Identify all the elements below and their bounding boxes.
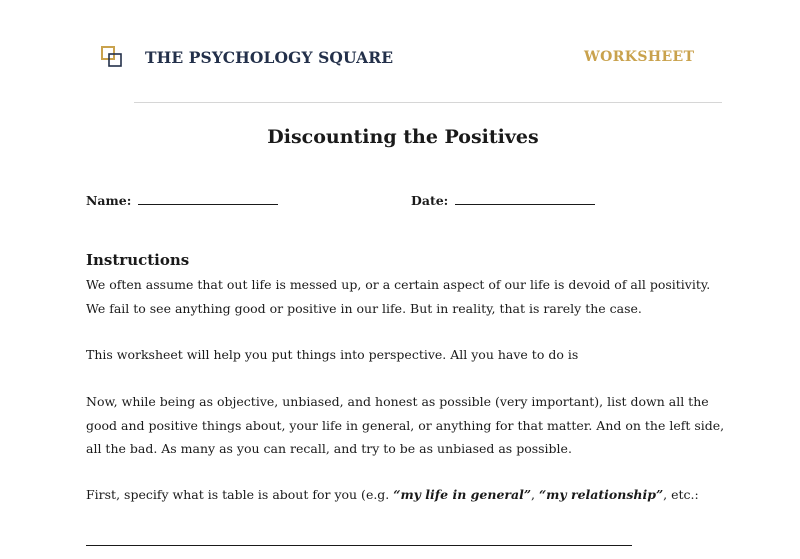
instructions-paragraph-4 [86,483,726,507]
name-field[interactable] [86,193,278,208]
paragraph-line: This worksheet will help you put things into perspective. All you have to do is [86,347,579,362]
example-relationship: “my relationship” [538,487,664,502]
paragraph-line: Now, while being as objective, unbiased, and honest as possible (very important), list down all the [86,394,709,409]
instructions-paragraph-2 [86,343,726,367]
header-divider [134,102,722,103]
paragraph-line: We often assume that out life is messed up, or a certain aspect of our life is devoid of all positivity. [86,277,711,292]
page-title: Discounting the Positives [267,126,539,148]
p4-separator: , [531,487,539,502]
instructions-paragraph-1 [86,273,726,320]
worksheet-tag: WORKSHEET [584,49,695,65]
date-label: Date: [411,193,449,208]
brand-name: THE PSYCHOLOGY SQUARE [145,48,394,67]
date-field[interactable] [411,193,595,208]
instructions-heading: Instructions [86,251,190,269]
p4-suffix: , etc.: [663,487,699,502]
date-blank[interactable] [455,194,595,205]
p4-prefix: First, specify what is table is about for you (e.g. [86,487,394,502]
paragraph-line: We fail to see anything good or positive in our life. But in reality, that is rarely the case. [86,300,642,316]
instructions-paragraph-3 [86,390,726,461]
paragraph-line: all the bad. As many as you can recall, and try to be as unbiased as possible. [86,441,572,456]
example-life: “my life in general” [393,487,532,502]
name-label: Name: [86,193,132,208]
paragraph-line: good and positive things about, your life in general, or anything for that matter. And on the left side, [86,417,725,433]
overlapping-squares-icon [101,46,123,68]
answer-line[interactable] [86,545,632,546]
name-blank[interactable] [138,194,278,205]
page-header [0,0,800,104]
